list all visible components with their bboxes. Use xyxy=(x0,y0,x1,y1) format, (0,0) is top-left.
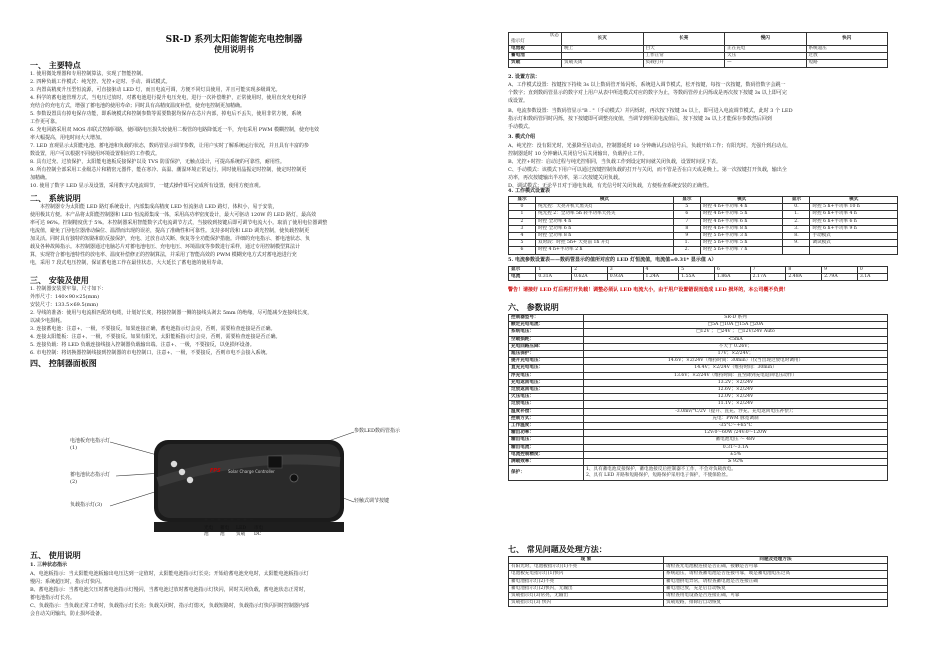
feature-line: 2. 四种负载工作模式：纯光控、光控+定时、手动、调试模式。 xyxy=(30,79,171,85)
current-cell: 3 xyxy=(607,267,643,274)
table-row xyxy=(509,60,888,67)
mode-cell: 1. xyxy=(783,211,810,218)
mode-header: 显示 xyxy=(783,197,810,204)
mode-cell xyxy=(810,247,898,254)
mode-cell: 8 xyxy=(673,225,700,232)
brand-logo: FPS xyxy=(210,468,221,474)
faq-symptom: 蓄电池指示灯(2)快闪，无输出 xyxy=(509,585,664,592)
usage-line: 蓄电池指示灯长亮。 xyxy=(30,595,76,601)
feature-line: 加精确。 xyxy=(30,175,51,181)
table-row xyxy=(509,351,888,358)
mode-cell: 时控 全功率 4 h xyxy=(536,218,674,225)
param-value: -3.0mv/°C/2V（提升、直充、浮充、充电返回电压补偿）； xyxy=(584,408,888,415)
install-line: 外形尺寸：140×90×25(mm) xyxy=(30,294,100,300)
feature-line: 率大幅提高，用电时间大大增加。 xyxy=(30,135,106,141)
status-header: 快闪 xyxy=(806,33,888,46)
section-params-heading: 六、 参数说明 xyxy=(508,302,559,312)
section-install-heading: 三、 安装及使用 xyxy=(30,275,89,285)
faq-symptom: 蓄电池指示灯(2)不亮 xyxy=(509,578,664,585)
table-row xyxy=(509,379,888,386)
current-cell: 2.79A xyxy=(822,274,858,281)
doc-title: SR-D 系列太阳能智能充电控制器 xyxy=(165,35,303,45)
table-row xyxy=(509,394,888,401)
system-line: 加灵活。同时具有独特的短路和防反接保护，充电、过放自动关断、恢复等全功能保护措施。详细的充电指示、蓄电池状态、负 xyxy=(30,236,311,242)
param-label: 充电返回电压： xyxy=(509,379,584,386)
status-cell: 负载关闭 xyxy=(562,60,644,67)
param-value: SR-D 系列 xyxy=(584,315,888,322)
install-line: 2. 导线的准备：使用与电流相匹配的电缆，计划好长度，将接控制器一侧的接线头剥去 5mm 的绝缘，尽可能减少连接线长度， xyxy=(30,310,313,316)
current-cell: 显示 xyxy=(509,267,536,274)
mode-cell: 时控 6 h+半功率 4 h xyxy=(810,211,898,218)
param-value: 17V；×2/24V； xyxy=(584,351,888,358)
table-row xyxy=(509,444,888,451)
mode-cell: 3. xyxy=(783,225,810,232)
mode-cell: 时控 4 h+半功率 5 h xyxy=(700,211,783,218)
param-label: 保护： xyxy=(509,466,584,481)
mode-heading: 3. 模式介绍 xyxy=(508,134,535,140)
param-value: 12V:0～60W /24V:0～120W xyxy=(584,430,888,437)
mode-cell: 2 xyxy=(509,218,536,225)
table-row xyxy=(509,571,888,578)
feature-line: 8. 具有过充、过放保护，太阳能电池板反接保护以及 TVS 防雷保护，无触点设计，可提高系统的可靠性，耐用性。 xyxy=(30,159,285,165)
mode-cell: 8. xyxy=(783,233,810,240)
callout-display: 参数LED数码管指示 xyxy=(354,428,400,434)
param-label: 满载效率： xyxy=(509,459,584,466)
usage-line: B、蓄电池指示：当蓄电池欠压时蓄电池指示灯慢闪，当蓄电池过放时蓄电池指示灯快闪，同时关闭负载，蓄电池状态正常时， xyxy=(30,587,309,593)
table-row xyxy=(509,415,888,422)
mode-cell: 时控 4 h+半功率 2 h xyxy=(536,247,674,254)
status-corner-cell xyxy=(509,33,562,46)
mode-cell: 时控 5 h+半功率 10 h xyxy=(810,204,898,211)
param-value: 14.6V；×2/24V（维持时间：30min）（仅当出现过放电时调用） xyxy=(584,358,888,365)
terminal-load: LED负载 xyxy=(236,526,247,537)
install-line: 以减少电损耗。 xyxy=(30,318,66,324)
section-features-heading: 一、 主要特点 xyxy=(30,60,81,70)
mode-cell: 时控 6 h+半功率 9 h xyxy=(810,225,898,232)
mode-cell: 5 xyxy=(509,240,536,247)
callout-button: 轻触式调节按键 xyxy=(354,498,390,504)
status-cell xyxy=(562,53,644,60)
usage-line: 会自动关闭输出，防止损坏设备。 xyxy=(30,611,106,617)
param-value: 12.0V；×2/24V xyxy=(584,394,888,401)
status-cell: 电池板 xyxy=(509,46,562,53)
callout-load-led: 负载指示灯(3) xyxy=(70,502,103,508)
faq-solution: 蓄电池过放，充足后自动恢复 xyxy=(664,585,888,592)
current-cell: 2.17A xyxy=(750,274,786,281)
current-cell: 0.62A xyxy=(572,274,608,281)
install-line: 3. 连接蓄电池：注意+、一极，不要接反。如果连接正确，蓄电池指示灯会亮，否则，需要检查连接是否正确。 xyxy=(30,326,276,332)
current-cell: 2.48A xyxy=(786,274,822,281)
param-label: 控制方式： xyxy=(509,415,584,422)
mode-cell: 1. xyxy=(673,240,700,247)
mode-cell: 时控 全功率 6 h xyxy=(536,225,674,232)
status-cell: — xyxy=(725,60,807,67)
param-value: -35°C～+65°C xyxy=(584,423,888,430)
param-value: 13.6V；×2/24V（维持时间：直至降到充电返回电压动作） xyxy=(584,372,888,379)
current-cell: 4 xyxy=(643,267,679,274)
install-line: 5. 连接负载：将 LED 负载连接线接入控制器负载输出端。注意+、一极，不要接反，以免损坏设备。 xyxy=(30,342,255,348)
param-label: 欠压电压： xyxy=(509,394,584,401)
install-line: 6. 市电控制：将切换器控制线接到控制器的市电控制口，注意+、一极，不要接反，否则市电不会接入系统。 xyxy=(30,350,271,356)
param-value: ±5% xyxy=(584,451,888,458)
table-row xyxy=(509,557,888,564)
mode-cell: 9 xyxy=(673,233,700,240)
feature-line: 4. 科学的蓄电池管理方式，当电压过放时，对蓄电池进行提升电压充电，进行一次补偿维护，正常使用时，使用直充充电和浮 xyxy=(30,95,307,101)
current-cell: 5 xyxy=(679,267,715,274)
table-row xyxy=(509,437,888,444)
table-row xyxy=(509,372,888,379)
mode-table xyxy=(508,196,898,255)
param-value: ≥ 92% xyxy=(584,459,888,466)
system-line: 载及各种故障指示。本控制器通过电脑芯片对蓄电池电压、充电电压、环境温度等参数进行采样，通过专用控制模型算法计 xyxy=(30,244,301,250)
table-row xyxy=(509,46,888,53)
current-cell: 1.55A xyxy=(679,274,715,281)
param-value: 11.1V；×2/24V xyxy=(584,401,888,408)
status-cell: 正在充电 xyxy=(725,46,807,53)
system-line: 本控制器专为太阳能 LED 路灯系统设计，内部集成高精度 LED 恒流驱动 LED 路灯，体积小，易于安装， xyxy=(40,204,278,210)
table-row xyxy=(509,233,898,240)
param-label: 控制器型号： xyxy=(509,315,584,322)
doc-subtitle: 使用说明书 xyxy=(214,44,254,54)
param-label: 系统电压： xyxy=(509,329,584,336)
faq-symptom: 负载指示灯(3)常亮，无输出 xyxy=(509,593,664,600)
setting-line: 指示灯和数码管同时闪烁，按下按键即可调整亮度值，当调节到所需电流值后，按下按键 3s 以上才能保存参数然后回到 xyxy=(508,116,772,122)
mode-cell: 0 xyxy=(509,204,536,211)
terminal-pv: 光电池 xyxy=(204,526,214,537)
callout-battery-led: 蓄电池状态指示灯(2) xyxy=(70,472,111,485)
param-label: 电流控制精度： xyxy=(509,451,584,458)
table-row xyxy=(509,315,888,322)
mode-cell: 4 xyxy=(509,233,536,240)
setting-line: 成设置。 xyxy=(508,98,529,104)
faq-solution: 请检查光电池板连接是否正确，接触是否可靠 xyxy=(664,564,888,571)
faq-solution: 系统超压，请检查蓄电池是否连接可靠，或是蓄电池电压过高 xyxy=(664,571,888,578)
mode-cell: 时控 4 h+半功率 8 h xyxy=(700,225,783,232)
install-line: 安装尺寸：133.5×69.5(mm) xyxy=(30,302,99,308)
param-value: 蓄电池电压 ～ 48V xyxy=(584,437,888,444)
table-row xyxy=(509,600,888,607)
feature-line: 3. 内置高精度升压型恒流源，可直接驱动 LED 灯，而且电流可调，方便不同灯具使用，并且可能实现多级调光。 xyxy=(30,87,281,93)
status-cell: 负载打开 xyxy=(643,60,725,67)
feature-line: 1. 使用微处理器和专用控制算法，实现了智能控制。 xyxy=(30,71,147,77)
current-cell: 0.31A xyxy=(536,274,572,281)
feature-line: 9. 所有控制全部采用工业级芯片和精密元器件，能在寒冷、高温、潮湿环境正常运行，同时使用晶振定时控制，使定时控制更 xyxy=(30,167,307,173)
mode-line: A、纯光控：没有阳光时，光强降至启动点，控制器延时 10 分钟确认启动信号后，负载开始工作；有阳光时，光强升到启动点， xyxy=(508,143,792,149)
table-row xyxy=(509,423,888,430)
status-cell: 工作正常 xyxy=(643,53,725,60)
current-cell: 0 xyxy=(857,267,887,274)
table-row xyxy=(509,218,898,225)
mode-line: C、手动模式：该模式下用户可以通过按键控制负载的打开与关闭，而不管是否在白天或是晚上。第一次按键打开负载，输出全 xyxy=(508,167,787,173)
table-row xyxy=(509,358,888,365)
feature-line: 7. LED 直观显示太阳能电池、蓄电池和负载的状态，数码管显示调节参数，让用户实时了解系统运行状况，并且具有丰富的参 xyxy=(30,143,309,149)
params-table xyxy=(508,314,888,481)
usage-line: 慢闪；系统超压时，指示灯快闪。 xyxy=(30,579,106,585)
param-value: 12.6V；×2/24V xyxy=(584,387,888,394)
mode-cell: 2. xyxy=(673,247,700,254)
table-row xyxy=(509,336,888,343)
current-table xyxy=(508,266,888,281)
current-cell: 7 xyxy=(750,267,786,274)
param-label: 过放电压： xyxy=(509,401,584,408)
table-row xyxy=(509,197,898,204)
table-row xyxy=(509,365,888,372)
param-label: 输出电压： xyxy=(509,437,584,444)
table-row xyxy=(509,593,888,600)
install-line: 1. 控制器安装要牢靠，尺寸如下： xyxy=(30,286,107,292)
param-label: 额定充电电流： xyxy=(509,322,584,329)
mode-cell: 7 xyxy=(673,218,700,225)
param-label: 输出电流： xyxy=(509,444,584,451)
mode-line: 控制器延时 10 分钟确认关闭信号后关闭输出，负载停止工作。 xyxy=(508,151,648,157)
status-cell: 系统超压 xyxy=(806,46,888,53)
usage-line: A、电池板指示：当太阳能电池板输出电压达到一定值时，太阳能电池指示灯长亮；开始给蓄电池充电时，太阳能电池板指示灯 xyxy=(30,571,309,577)
status-header: 长亮 xyxy=(643,33,725,46)
table-row xyxy=(509,329,888,336)
table-row xyxy=(509,240,898,247)
table-row xyxy=(509,267,888,274)
current-cell: 0.93A xyxy=(607,274,643,281)
panel-model-text: Solar Charge Controller xyxy=(228,469,275,474)
section-usage-heading: 五、 使用说明 xyxy=(30,550,81,560)
system-line: 算，实现符合蓄电池特性的放电率、温度补偿修正的控制算法，并采用了智能高效的 PWM 模糊充电方式对蓄电池进行充 xyxy=(30,252,297,258)
controller-panel-figure xyxy=(70,422,400,558)
status-header-row xyxy=(509,33,888,46)
setting-heading: 2. 设置方法： xyxy=(508,74,540,80)
mode-cell: 时控 6 h+半功率 6 h xyxy=(810,218,898,225)
setting-line: 手动模式。 xyxy=(508,124,534,130)
status-cell: 蓄电池 xyxy=(509,53,562,60)
section-faq-heading: 七、 常见问题及处理方法： xyxy=(508,544,607,554)
mode-header: 模式 xyxy=(536,197,674,204)
feature-line: 数设置，用户可以根据不同使用环境设置相应的工作模式。 xyxy=(30,151,161,157)
panel-drawing xyxy=(70,422,400,558)
corner-top: 状态 xyxy=(549,33,559,38)
setting-line: B、电流参数设置：当数码管显示"B . "（手动模式）并闪烁时，再次按下按键 3s 以上，即可进入电流调节模式，此时 3 个 LED xyxy=(508,108,793,114)
table-row xyxy=(509,274,888,281)
table-row xyxy=(509,343,888,350)
warning-text: 警告！请接好 LED 灯后再打开负载！调整必须认 LED 电流大小，由于用户设置错误而造成 LED 损坏的，本公司概不负责！ xyxy=(508,287,789,293)
param-value: 充电：PWM 脉宽调制 xyxy=(584,415,888,422)
faq-header: 问题及处理方法 xyxy=(664,557,888,564)
right-page xyxy=(468,0,936,662)
current-cell: 9 xyxy=(822,267,858,274)
table-row xyxy=(509,564,888,571)
param-value: 0.31～3.1A xyxy=(584,444,888,451)
param-label: 提升充电电压： xyxy=(509,358,584,365)
mode-line: D、调试模式：无论早日对于通电负载，有光信号时关闭负载，方便检查系统安装的正确性。 xyxy=(508,183,713,189)
faq-table xyxy=(508,556,888,607)
system-line: 电流值，避免了因电位器滑动偏位、温漂而出现的误差，提高了准确性和可靠性。支持多时段和 LED 调光控制，使负载控制更 xyxy=(30,228,310,234)
current-cell: 1 xyxy=(536,267,572,274)
mode-cell: 时控 5 h+半功率 5 h xyxy=(700,240,783,247)
status-cell: 负载 xyxy=(509,60,562,67)
setting-line: 个数字；直到数码管显示的数字对上用户从表中所选模式对应的数字为止，等数码管停止闪烁或是再次按下按键 3s 以上即可完 xyxy=(508,90,787,96)
table-row xyxy=(509,585,888,592)
status-cell: 短路 xyxy=(806,60,888,67)
table-row xyxy=(509,225,898,232)
mode-cell: 时控 5 h+半功率 7 h xyxy=(700,247,783,254)
faq-solution: 蓄电池供电异常，请检查蓄电池是否连接正确 xyxy=(664,578,888,585)
status-cell: 欠压 xyxy=(725,53,807,60)
mode-header: 模式 xyxy=(810,197,898,204)
param-value: 13.2V；×2/24V xyxy=(584,379,888,386)
feature-line: 充结合的充电方式，增强了蓄电池的使用寿命；同时具有高精度温度补偿，使充电控制更加精确。 xyxy=(30,103,246,109)
param-value: 14.4V；×2/24V（维持时间：30min） xyxy=(584,365,888,372)
mode-cell: 调试模式 xyxy=(810,240,898,247)
param-value: 不大于 0.26V； xyxy=(584,343,888,350)
table-row xyxy=(509,401,888,408)
table-row xyxy=(509,578,888,585)
feature-line: 6. 充电回路采用双 MOS 串联式控制回路，使回路电压损失较使用二极管的电路降低近一半，充电采用 PWM 模糊控制，使充电效 xyxy=(30,127,319,133)
param-value: <5mA xyxy=(584,336,888,343)
current-cell: 2 xyxy=(572,267,608,274)
param-label: 浮充电压： xyxy=(509,372,584,379)
mode-cell: 时控 4 h+半功率 4 h xyxy=(700,204,783,211)
faq-header: 现 象 xyxy=(509,557,664,564)
current-cell: 3.1A xyxy=(857,274,887,281)
mode-cell: 手动模式 xyxy=(810,233,898,240)
section-system-heading: 二、 系统说明 xyxy=(30,193,81,203)
param-label: 超压保护： xyxy=(509,351,584,358)
table-row xyxy=(509,408,888,415)
mode-cell: 1 xyxy=(509,211,536,218)
terminal-battery: 蓄电池 xyxy=(220,526,230,537)
mode-cell: 0. xyxy=(783,204,810,211)
corner-bottom: 指示灯 xyxy=(511,38,525,44)
feature-line: 5. 参数设置具有掉电保存功能，即系统模式和控制参数等需要数据均保存在芯片内部，掉电后不丢失，使用非常方便，系统 xyxy=(30,111,302,117)
table-row xyxy=(509,247,898,254)
mode-cell: 6 xyxy=(673,211,700,218)
faq-solution: 负载短路，排除后自动恢复 xyxy=(664,600,888,607)
mode-cell: 时控 5 h+半功率 3 h xyxy=(700,233,783,240)
terminal-signs: + − + − + − + − xyxy=(204,518,255,523)
table-row xyxy=(509,466,888,481)
mode-cell: 2. xyxy=(783,218,810,225)
status-cell: 白天 xyxy=(643,46,725,53)
table-row xyxy=(509,211,898,218)
feature-line: 10. 使用了数字 LED 显示及设置，采用数字式电流调节，一键式操作即可完成所有设置，使用方便直观。 xyxy=(30,183,264,189)
current-cell: 1.86A xyxy=(714,274,750,281)
table-row xyxy=(509,459,888,466)
callout-pv-led: 电池板充电指示灯(1) xyxy=(70,438,111,451)
system-line: 率可达 96%。控制精度优于 5%。本控制器采用智能数字式电流调节方式，当接收到按键后即可调节电流大小。取消了使用电位器调整 xyxy=(30,220,328,226)
param-label: 工作温度： xyxy=(509,423,584,430)
install-line: 4. 连接太阳能板：注意+、一极，不要接反。如果有阳光，太阳能板指示灯会亮，否则，需要检查连接是否正确。 xyxy=(30,334,281,340)
table-row xyxy=(509,53,888,60)
faq-symptom: 电池板充电指示灯(1)快闪 xyxy=(509,571,664,578)
param-label: 空载损耗： xyxy=(509,336,584,343)
mode-cell xyxy=(783,247,810,254)
terminal-mains: 市电DC xyxy=(254,526,264,537)
faq-symptom: 负载指示灯(3) 快闪 xyxy=(509,600,664,607)
mode-header: 显示 xyxy=(509,197,536,204)
section-panel-heading: 四、 控制器面板图 xyxy=(30,358,97,368)
param-value: 1、具有蓄电池反接保护，蓄电池接反后控制器不工作，不会对负载放电。 2、具有 LED 开路和短路保护，短路保护采用电子保护，不使保险丝。 xyxy=(584,466,888,481)
mode-line: B、光控+时控：启动过程与纯光控相同，当负载工作到设定时间就关闭负载，设置时间见下表。 xyxy=(508,159,721,165)
usage-line: C、负载指示：当负载正常工作时，负载指示灯长亮；负载关闭时，指示灯熄灭，负载短路时，负载指示灯快闪同时控制器内部 xyxy=(30,603,309,609)
current-table-heading: 5. 电流参数设置表——数码管显示的值所对应的 LED 灯恒流值，电流值=0.31* 显示值 A） xyxy=(508,257,717,263)
status-table xyxy=(508,32,888,68)
table-row xyxy=(509,387,888,394)
param-label: 温度补偿： xyxy=(509,408,584,415)
mode-header: 模式 xyxy=(700,197,783,204)
faq-symptom: 有阳光时，电池板指示灯(1)不亮 xyxy=(509,564,664,571)
mode-cell: 纯光控 2：全功率 5h 转半功率天亮关 xyxy=(536,211,674,218)
table-row xyxy=(509,430,888,437)
current-cell: 6 xyxy=(714,267,750,274)
status-cell: 过放 xyxy=(806,53,888,60)
status-header: 慢闪 xyxy=(725,33,807,46)
system-line: 电，采用 7 段式电压控制，保证蓄电池工作在最佳状态，大大延长了蓄电池的使用寿命。 xyxy=(30,260,227,266)
param-label: 输出功率： xyxy=(509,430,584,437)
mode-line: 功率，再次按键输出半功率，第三次按键关闭负载。 xyxy=(508,175,624,181)
mode-cell: 6 xyxy=(509,247,536,254)
faq-solution: 请检查用电设备是否连接正确，可靠 xyxy=(664,593,888,600)
mode-header: 显示 xyxy=(673,197,700,204)
table-row xyxy=(509,322,888,329)
mode-table-heading: 4. 工作模式设置表 xyxy=(508,188,550,194)
mode-cell: 3 xyxy=(509,225,536,232)
param-label: 直充充电电压： xyxy=(509,365,584,372)
param-label: 充电回路压降： xyxy=(509,343,584,350)
table-row xyxy=(509,451,888,458)
mode-cell: 纯光控：天亮开机天黑关灯 xyxy=(536,204,674,211)
system-line: 使用极其方便。本产品将太阳能控制器和 LED 恒流源集成一体，采用高功率密度设计，最大可驱动 120W 的 LED 路灯，最高效 xyxy=(30,212,317,218)
current-cell: 8 xyxy=(786,267,822,274)
table-row xyxy=(509,204,898,211)
current-cell: 电流 xyxy=(509,274,536,281)
current-cell: 1.24A xyxy=(643,274,679,281)
mode-cell: 时控 全功率 8 h xyxy=(536,233,674,240)
param-value: □5A □10A □15A □20A xyxy=(584,322,888,329)
param-value: □12V ； □24V ； □12V/24V Auto xyxy=(584,329,888,336)
mode-cell: 时控 4 h+半功率 6 h xyxy=(700,218,783,225)
mode-cell: 5 xyxy=(673,204,700,211)
param-label: 过放返回电压： xyxy=(509,387,584,394)
usage-subheading: 1. 三种状态指示 xyxy=(30,562,67,568)
feature-line: 工作更可靠。 xyxy=(30,119,61,125)
setting-line: A、工作模式设置：按键按下持续 3s 以上数码管开始闪烁，系统进入调节模式，松开按键，每按一次按键，数码管数字会跳一 xyxy=(508,82,786,88)
status-cell: 晚上 xyxy=(562,46,644,53)
mode-cell: 9. xyxy=(783,240,810,247)
status-header: 长灭 xyxy=(562,33,644,46)
mode-cell: 双时段：时控 5h+ 天亮前 1h 开灯 xyxy=(536,240,674,247)
